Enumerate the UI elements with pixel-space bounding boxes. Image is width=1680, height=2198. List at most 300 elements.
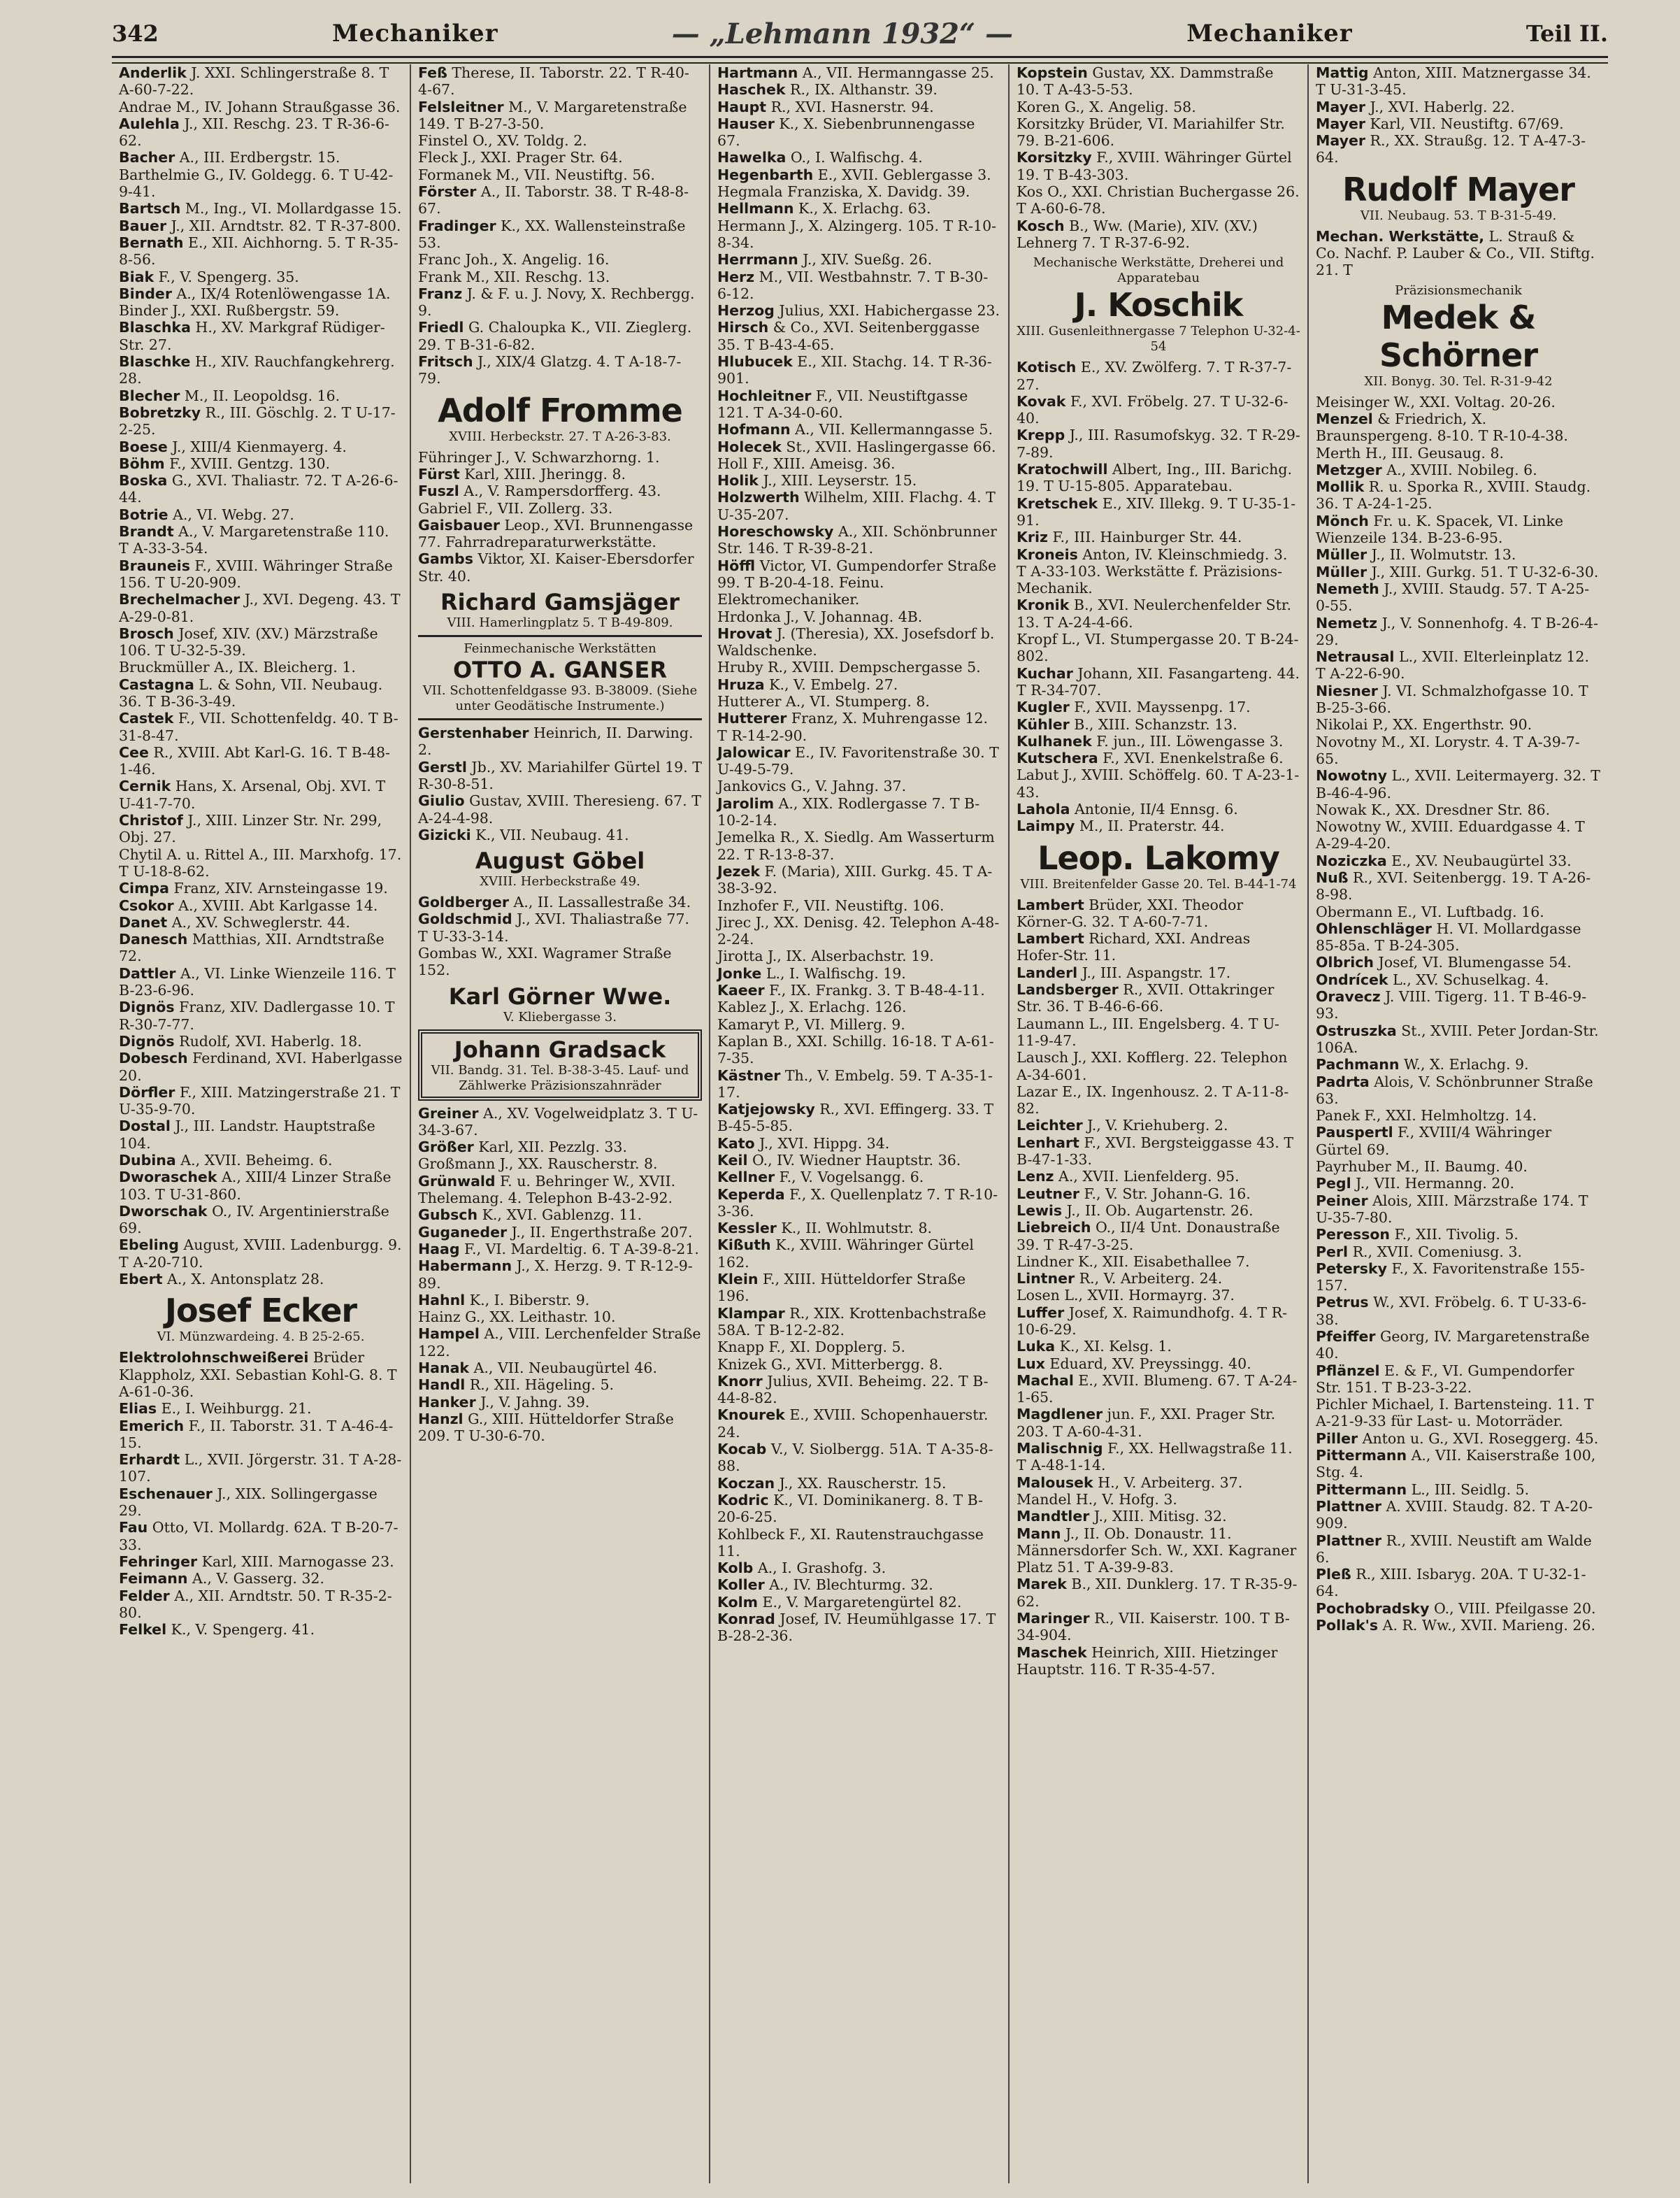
entry-details: B., XVI. Neulerchenfelder Str. 13. T A-24-4-66. [1017,597,1291,631]
entry-details: R. u. Sporka R., XVIII. Staudg. 36. T A-24-1-25. [1316,478,1591,513]
entry-name: Ohlenschläger [1316,920,1433,937]
entry-details: Führinger J., V. Schwarzhorng. 1. [418,448,660,466]
directory-entry [717,778,1001,794]
entry-details: Hutterer A., VI. Stumperg. 8. [717,692,930,710]
directory-entry [418,183,702,217]
entry-details: Brüder Klappholz, XXI. Sebastian Kohl-G. 8. T A-61-0-36. [119,1349,397,1400]
entry-details: Losen L., XVII. Hormayrg. 37. [1017,1287,1235,1304]
entry-details: F., X. Quellenplatz 7. T R-10-3-36. [717,1185,998,1220]
entry-details: K., V. Embelg. 27. [769,676,898,693]
entry-details: F., XVI. Enenkelstraße 6. [1103,750,1284,767]
entry-name: Böhm [119,455,165,472]
directory-entry [1316,971,1601,988]
entry-details: A., XIX. Rodlergasse 7. T B-10-2-14. [717,794,980,829]
directory-entry [1316,1481,1601,1498]
directory-entry [418,319,702,353]
entry-details: J., XVI. Haberlg. 22. [1370,98,1515,115]
entry-details: F., IX. Frankg. 3. T B-48-4-11. [769,982,985,999]
entry-details: R., XIII. Isbaryg. 20A. T U-32-1-64. [1316,1566,1586,1600]
entry-name: Lintner [1017,1270,1075,1287]
entry-details: Kablez J., X. Erlachg. 126. [717,999,907,1016]
entry-details: Heinrich, II. Darwing. 2. [418,725,694,759]
directory-entry [119,200,403,217]
entry-name: Peiner [1316,1192,1368,1209]
entry-details: J. VIII. Tigerg. 11. T B-46-9-93. [1316,988,1587,1022]
entry-details: A., XII. Schönbrunner Str. 146. T R-39-8-21. [717,523,997,557]
entry-name: Blaschke [119,353,191,371]
entry-name: Aulehla [119,115,180,132]
directory-entry [717,1186,1001,1220]
entry-name: Dattler [119,964,176,982]
column-5 [1309,64,1608,2183]
directory-entry [418,1325,702,1360]
entry-name: Hochleitner [717,387,812,404]
entry-name: Kessler [717,1220,777,1237]
entry-details: J. & F. u. J. Novy, X. Rechbergg. 9. [418,285,695,320]
entry-name: Knorr [717,1372,763,1390]
advertisement-text: VII. Neubaug. 53. T B-31-5-49. [1360,208,1557,223]
directory-entry [119,1349,403,1400]
directory-entry [418,1139,702,1155]
entry-details: Labut J., XVIII. Schöffelg. 60. T A-23-1-43. [1017,766,1300,801]
entry-name: Castek [119,710,174,727]
entry-name: Müller [1316,546,1367,564]
entry-name: Oravecz [1316,988,1381,1006]
entry-details: Josef, IV. Heumühlgasse 17. T B-28-2-36. [717,1611,996,1645]
entry-details: Jemelka R., X. Siedlg. Am Wasserturm 22. T R-13-8-37. [717,829,995,863]
directory-entry [1017,1270,1300,1287]
directory-entry [418,251,702,268]
entry-details: E., XVII. Geblergasse 3. [817,166,991,183]
entry-details: A., XVII. Lienfelderg. 95. [1058,1168,1240,1185]
entry-name: Dobesch [119,1050,188,1067]
directory-entry [1017,1253,1300,1270]
entry-name: Erhardt [119,1451,180,1469]
directory-entry [717,1475,1001,1492]
directory-title: — „Lehmann 1932“ — [671,17,1013,50]
entry-details: J., XX. Rauscherstr. 15. [779,1474,947,1492]
directory-entry [119,1152,403,1169]
directory-entry [1017,1576,1300,1610]
entry-details: Meisinger W., XXI. Voltag. 20-26. [1316,393,1556,411]
directory-entry [1316,1022,1601,1057]
directory-entry [1316,564,1601,580]
entry-details: W., XVI. Fröbelg. 6. T U-33-6-38. [1316,1294,1587,1328]
entry-details: A., V. Margaretenstraße 110. T A-33-3-54. [119,523,389,557]
entry-details: Laumann L., III. Engelsberg. 4. T U-11-9-47. [1017,1015,1279,1049]
entry-details: Matthias, XII. Arndtstraße 72. [119,931,385,965]
entry-name: Grünwald [418,1172,496,1190]
directory-entry [1316,513,1601,547]
entry-details: Eduard, XV. Preyssingg. 40. [1049,1355,1251,1372]
directory-entry [717,1441,1001,1475]
entry-name: Holecek [717,438,782,455]
directory-entry [717,863,1001,897]
entry-details: A., XIII/4 Linzer Straße 103. T U-31-860. [119,1169,392,1203]
entry-name: Emerich [119,1417,185,1434]
directory-entry [717,1135,1001,1152]
entry-details: J., XIII. Gurkg. 51. T U-32-6-30. [1371,563,1599,580]
entry-details: Th., V. Embelg. 59. T A-35-1-17. [717,1066,993,1101]
advertisement-text: VIII. Breitenfelder Gasse 20. Tel. B-44-1-74 [1020,876,1297,892]
entry-name: Laimpy [1017,818,1075,835]
entry-name: Keperda [717,1185,785,1203]
entry-details: jun. F., XXI. Prager Str. 203. T A-60-4-31. [1017,1406,1276,1440]
directory-entry [119,166,403,201]
entry-name: Hirsch [717,319,769,336]
entry-name: Kratochwill [1017,461,1108,478]
directory-entry [1316,1447,1601,1481]
entry-name: Pflänzel [1316,1362,1380,1379]
entry-details: J., XIII/4 Kienmayerg. 4. [172,438,347,455]
entry-details: A., V. Rampersdorfferg. 43. [464,483,661,500]
entry-details: Hrdonka J., V. Johannag. 4B. [717,608,923,625]
entry-name: Felsleitner [418,98,504,115]
directory-entry [717,1152,1001,1169]
entry-details: E., IV. Favoritenstraße 30. T U-49-5-79. [717,743,999,778]
entry-name: Metzger [1316,461,1382,478]
entry-details: R., XVI. Hasnerstr. 94. [770,98,934,115]
entry-name: Dignös [119,999,175,1016]
directory-entry [717,251,1001,268]
directory-entry [418,945,702,979]
entry-details: E., V. Margaretengürtel 82. [762,1593,962,1611]
entry-details: J., XIII. Leyserstr. 15. [763,472,917,490]
entry-name: Keil [717,1152,748,1169]
entry-details: G., XVI. Thaliastr. 72. T A-26-6-44. [119,472,399,506]
separator-rule [418,718,702,720]
entry-details: R., XX. Straußg. 12. T A-47-3-64. [1316,132,1586,166]
directory-entry [717,1594,1001,1611]
entry-name: Hahnl [418,1291,466,1308]
entry-details: J., III. Aspangstr. 17. [1082,964,1231,981]
entry-details: L., III. Seidlg. 5. [1411,1480,1530,1498]
entry-details: Karl, XIII. Marnogasse 23. [201,1553,394,1570]
entry-details: F., XVIII/4 Währinger Gürtel 69. [1316,1124,1552,1158]
entry-name: Gambs [418,550,473,568]
entry-details: Panek F., XXI. Helmholtzg. 14. [1316,1107,1537,1125]
entry-name: Förster [418,183,477,201]
entry-details: A., VII. Neubaugürtel 46. [473,1360,657,1377]
entry-details: Holl F., XIII. Ameisg. 36. [717,455,896,472]
advertisement-text: VII. Bandg. 31. Tel. B-38-3-45. Lauf- und Zählwerke Präzisionszahnräder [431,1062,689,1093]
directory-entry [717,421,1001,438]
entry-details: H. VI. Mollardgasse 85-85a. T B-24-305. [1316,920,1581,955]
entry-name: Padrta [1316,1073,1370,1090]
directory-entry [1017,1049,1300,1083]
entry-name: Jalowicar [717,743,791,761]
entry-details: A., VII. Kellermanngasse 5. [795,421,993,438]
page-number: 342 [112,20,159,47]
entry-details: F., XX. Hellwagstraße 11. T A-48-1-14. [1017,1440,1293,1474]
header-rule [112,56,1608,64]
entry-name: Hanker [418,1393,476,1411]
directory-entry [1017,1474,1300,1491]
entry-details: B., XIII. Schanzstr. 13. [1074,715,1237,733]
directory-entry [1316,1617,1601,1634]
entry-name: Felkel [119,1621,167,1639]
entry-details: K., VI. Dominikanerg. 8. T B-20-6-25. [717,1491,984,1526]
directory-entry [1017,1406,1300,1440]
directory-entry [418,132,702,149]
entry-name: Plattner [1316,1497,1382,1515]
directory-entry [119,1084,403,1118]
entry-details: J., III. Rasumofskyg. 32. T R-29-7-89. [1017,427,1300,461]
entry-name: Hrovat [717,625,773,642]
entry-name: Kaeer [717,982,765,999]
entry-details: Therese, II. Taborstr. 22. T R-40-4-67. [418,64,689,99]
directory-entry [418,1105,702,1139]
directory-entry [1316,1362,1601,1397]
directory-entry [1017,930,1300,964]
directory-entry [717,897,1001,914]
directory-entry [1017,495,1300,529]
entry-name: Petrus [1316,1294,1369,1311]
directory-entry [1017,183,1300,217]
directory-entry [1017,1610,1300,1644]
directory-entry [717,217,1001,252]
directory-entry [418,449,702,466]
directory-entry [119,387,403,404]
directory-entry [1017,750,1300,766]
entry-details: Hans, X. Arsenal, Obj. XVI. T U-41-7-70. [119,778,386,812]
directory-entry [1316,462,1601,478]
directory-entry [119,234,403,269]
entry-name: Nemeth [1316,580,1379,597]
directory-entry [1017,427,1300,461]
directory-entry [119,115,403,150]
directory-entry [119,812,403,846]
entry-details: Hegmala Franziska, X. Davidg. 39. [717,183,970,201]
entry-details: Gombas W., XXI. Wagramer Straße 152. [418,944,672,979]
advertisement-block [1017,839,1300,892]
directory-entry [1017,1117,1300,1134]
entry-details: Anton, IV. Kleinschmiedg. 3. T A-33-103. Werkstätte f. Präzisions-Mechanik. [1017,545,1288,597]
entry-details: Nowotny W., XVIII. Eduardgasse 4. T A-29-4-20. [1316,818,1585,852]
entry-details: R., XVI. Seitenbergg. 19. T A-26-8-98. [1316,869,1591,904]
directory-entry [1316,546,1601,563]
directory-entry [1017,1355,1300,1372]
entry-details: F., XVII. Mayssenpg. 17. [1074,699,1251,716]
entry-name: Herrmann [717,251,798,269]
directory-entry [717,1305,1001,1339]
entry-name: Mann [1017,1525,1061,1542]
entry-name: Csokor [119,897,174,914]
directory-entry [1316,1294,1601,1328]
directory-entry [717,64,1001,81]
entry-details: Alois, V. Schönbrunner Straße 63. [1316,1073,1593,1107]
directory-entry [717,948,1001,964]
directory-entry [119,557,403,592]
entry-name: Holik [717,472,759,490]
entry-name: Kovak [1017,392,1066,410]
entry-name: Franz [418,285,463,302]
entry-details: Jb., XV. Mariahilfer Gürtel 19. T R-30-8-51. [418,758,702,792]
part-label: Teil II. [1525,20,1608,47]
entry-name: Pfeiffer [1316,1328,1376,1345]
entry-name: Kißuth [717,1236,771,1254]
directory-entry [119,64,403,99]
entry-details: K., V. Spengerg. 41. [171,1621,315,1639]
directory-entry [119,1118,403,1152]
entry-name: Liebreich [1017,1219,1091,1236]
directory-entry [1017,1525,1300,1542]
entry-details: E., XV. Zwölferg. 7. T R-37-7-27. [1017,359,1292,393]
directory-entry [119,269,403,285]
entry-name: Kosch [1017,217,1065,234]
entry-details: R., XVI. Effingerg. 33. T B-45-5-85. [717,1101,994,1135]
entry-name: Gubsch [418,1206,478,1224]
entry-details: R., XII. Hägeling. 5. [469,1376,615,1394]
directory-entry [1316,1226,1601,1243]
advertisement-text: XVIII. Herbeckstraße 49. [480,874,640,890]
directory-entry [717,1169,1001,1185]
entry-name: Mechan. Werkstätte, [1316,227,1485,245]
directory-entry [418,759,702,793]
entry-name: Kugler [1017,699,1070,716]
directory-entry [717,302,1001,319]
directory-entry [717,1067,1001,1101]
entry-details: F. jun., III. Löwengasse 3. [1096,732,1284,750]
advertisement-name: Adolf Fromme [438,391,682,429]
entry-name: Pittermann [1316,1480,1407,1498]
entry-details: Frank M., XII. Reschg. 13. [418,268,610,285]
entry-details: A., IX/4 Rotenlöwengasse 1A. [176,285,391,302]
advertisement-name: Medek & Schörner [1379,298,1538,374]
directory-entry [1316,445,1601,462]
entry-details: E., XVIII. Schopenhauerstr. 24. [717,1406,989,1441]
directory-entry [1017,597,1300,631]
entry-details: J., II. Engerthstraße 207. [511,1223,693,1241]
entry-name: Bernath [119,234,184,251]
entry-details: F., V. Str. Johann-G. 16. [1084,1185,1251,1202]
entry-name: Mönch [1316,512,1369,529]
entry-details: Kamaryt P., VI. Millerg. 9. [717,1015,905,1033]
entry-details: Payrhuber M., II. Baumg. 40. [1316,1158,1528,1176]
entry-name: Maschek [1017,1643,1087,1661]
directory-entry [717,1339,1001,1355]
directory-entry [1017,699,1300,715]
entry-name: Plattner [1316,1532,1382,1549]
directory-entry [1316,683,1601,717]
entry-name: Hampel [418,1325,480,1343]
entry-name: Gizicki [418,826,471,843]
entry-name: Cimpa [119,880,169,897]
directory-entry [418,517,702,551]
entry-name: Fritsch [418,353,473,371]
entry-name: Pleß [1316,1566,1351,1583]
advertisement-name: Leop. Lakomy [1038,838,1279,877]
directory-entry [119,1271,403,1287]
entry-name: Mayer [1316,132,1365,150]
entry-name: Elektrolohnschweißerei [119,1349,309,1366]
entry-name: Machal [1017,1371,1074,1389]
entry-details: Großmann J., XX. Rauscherstr. 8. [418,1155,658,1173]
entry-details: F., XIII. Matzingerstraße 21. T U-35-9-70. [119,1083,401,1118]
entry-name: Kodric [717,1491,769,1508]
entry-details: Koren G., X. Angelig. 58. [1017,98,1196,115]
entry-name: Luka [1017,1338,1056,1355]
entry-name: Niesner [1316,682,1378,699]
directory-entry [1316,1566,1601,1600]
entry-details: E., I. Weihburgg. 21. [161,1400,312,1418]
entry-name: Boese [119,438,168,455]
directory-entry [1017,1644,1300,1678]
directory-entry [119,285,403,302]
directory-entry [717,625,1001,659]
entry-name: Petersky [1316,1259,1387,1277]
directory-entry [1316,1430,1601,1447]
directory-entry [1017,766,1300,801]
entry-name: Mayer [1316,98,1365,115]
entry-name: Noziczka [1316,852,1387,869]
directory-entry [1316,869,1601,904]
entry-details: Ferdinand, XVI. Haberlgasse 20. [119,1050,403,1084]
entry-details: H., V. Arbeiterg. 37. [1098,1473,1243,1491]
entry-name: Kolm [717,1593,758,1611]
advertisement-text: Feinmechanische Werkstätten [464,641,656,657]
entry-name: Krepp [1017,427,1065,444]
directory-entry [717,1373,1001,1407]
entry-details: Hermann J., X. Alzingerg. 105. T R-10-8-34. [717,217,997,251]
entry-name: Müller [1316,563,1367,580]
entry-details: O., II/4 Unt. Donaustraße 39. T R-47-3-25. [1017,1219,1280,1253]
entry-details: Andrae M., IV. Johann Straußgasse 36. [119,98,401,115]
entry-name: Kästner [717,1066,781,1084]
entry-name: Castagna [119,676,194,693]
directory-entry [1316,988,1601,1022]
entry-details: M., V. Margaretenstraße 149. T B-27-3-50. [418,98,687,132]
directory-entry [418,725,702,759]
directory-entry [119,523,403,557]
entry-details: M., VII. Westbahnstr. 7. T B-30-6-12. [717,268,989,302]
entry-name: Kroneis [1017,545,1078,563]
entry-name: Danesch [119,931,188,948]
entry-details: Julius, XVII. Beheimg. 22. T B-44-8-82. [717,1372,989,1407]
entry-details: St., XVIII. Peter Jordan-Str. 106A. [1316,1022,1599,1056]
directory-entry [418,1206,702,1223]
entry-name: Luffer [1017,1304,1065,1321]
column-1 [112,64,411,2183]
entry-name: Cee [119,743,149,761]
entry-name: Bacher [119,149,175,166]
entry-name: Kretschek [1017,494,1098,512]
directory-entry [717,710,1001,744]
directory-entry [1316,99,1601,115]
entry-details: K., XX. Wallensteinstraße 53. [418,217,686,251]
directory-entry [1017,1202,1300,1219]
entry-details: J., III. Landstr. Hauptstraße 104. [119,1118,375,1152]
entry-details: J. XXI. Schlingerstraße 8. T A-60-7-22. [119,64,389,99]
entry-name: Kühler [1017,715,1070,733]
entry-details: M., II. Leopoldsg. 16. [184,387,340,404]
entry-name: Guganeder [418,1223,508,1241]
directory-entry [418,1360,702,1376]
page-header [112,13,1608,55]
entry-name: Kato [717,1134,755,1152]
directory-entry [717,659,1001,676]
entry-name: Mandtler [1017,1508,1090,1525]
entry-details: Gustav, XVIII. Theresieng. 67. T A-24-4-98. [418,792,701,827]
advertisement-text: VIII. Hamerlingplatz 5. T B-49-809. [447,615,673,631]
entry-name: Goldschmid [418,911,512,928]
entry-name: Lenhart [1017,1134,1079,1151]
entry-name: Fau [119,1519,148,1536]
entry-name: Konrad [717,1611,775,1628]
entry-name: Hegenbarth [717,166,814,183]
entry-details: Victor, VI. Gumpendorfer Straße 99. T B-20-4-18. Feinu. Elektromechaniker. [717,557,997,608]
advertisement-name: Johann Gradsack [454,1036,666,1063]
